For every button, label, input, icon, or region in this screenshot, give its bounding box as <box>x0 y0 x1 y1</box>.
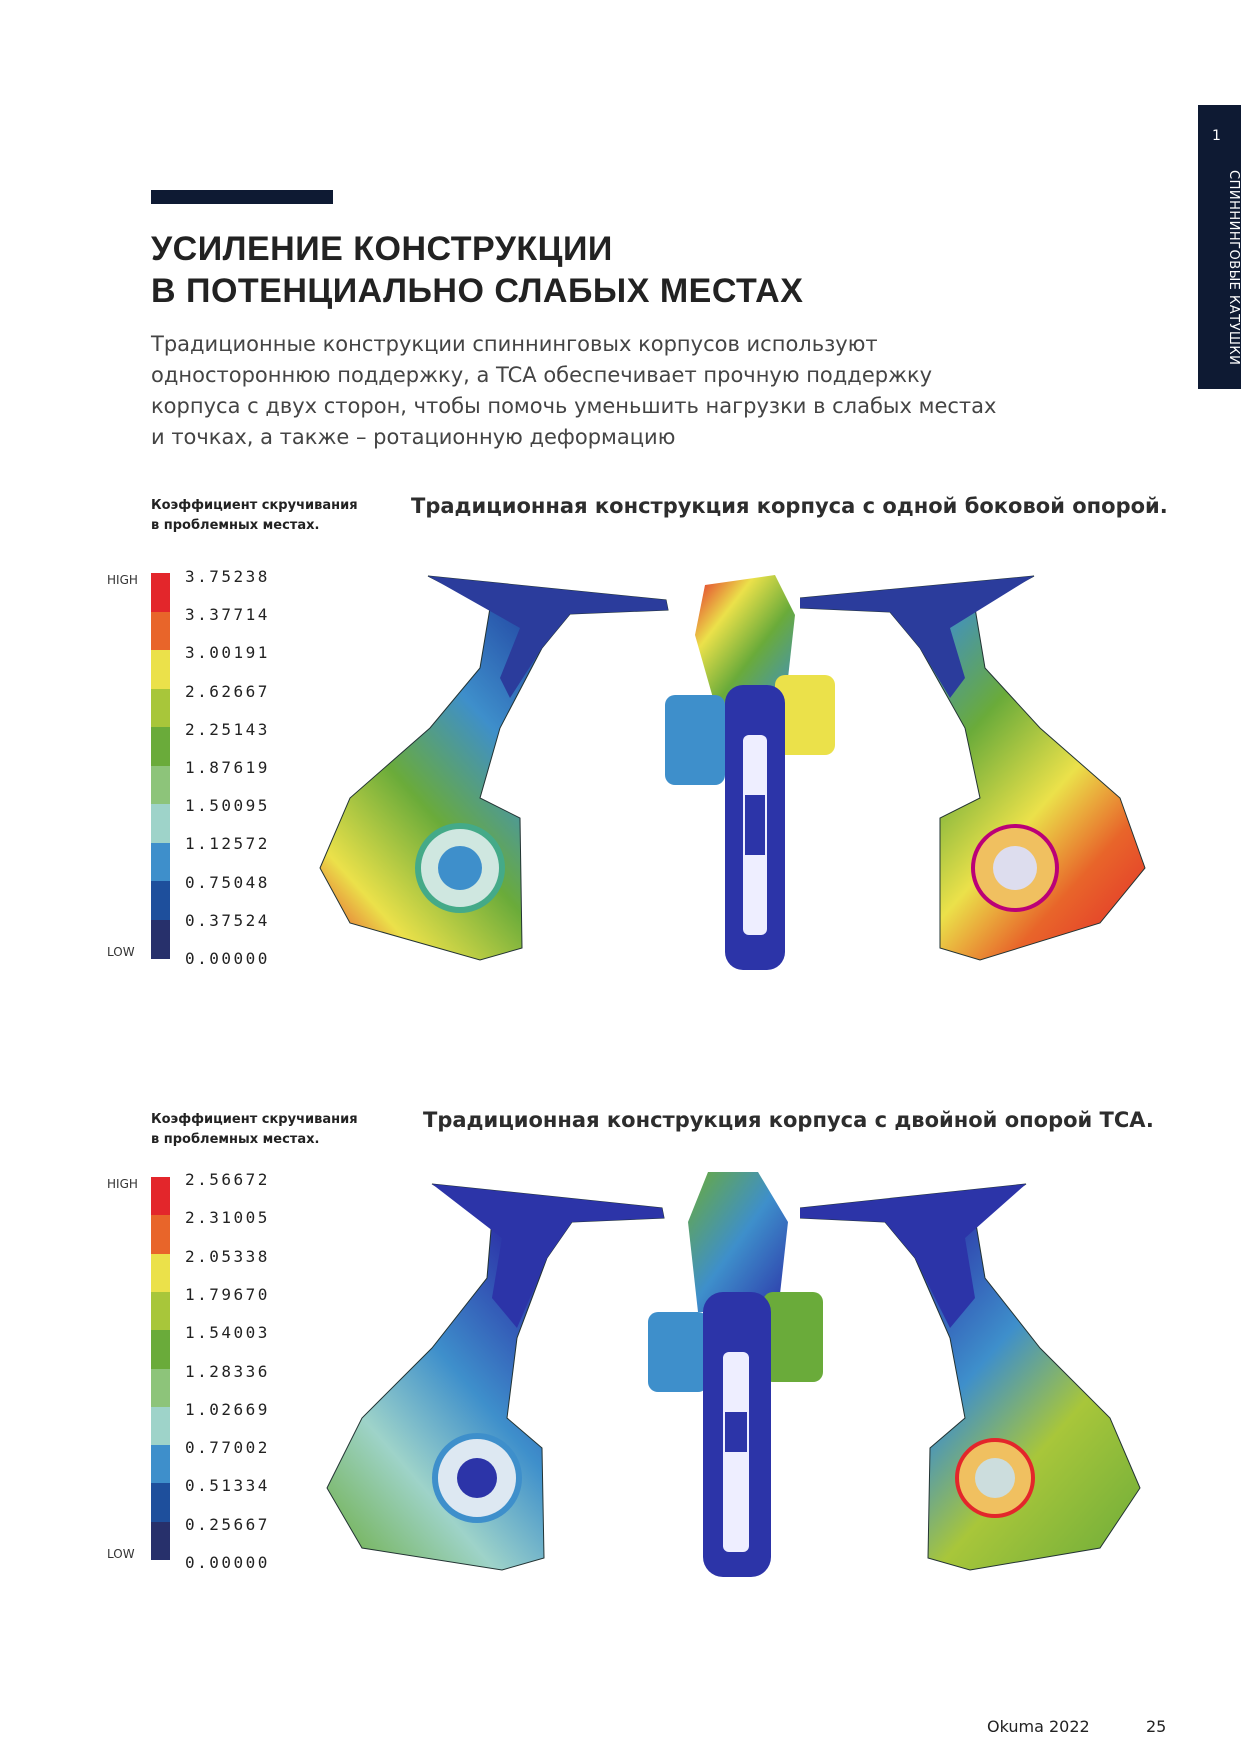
page-title <box>151 228 803 312</box>
page-title-line1: УСИЛЕНИЕ КОНСТРУКЦИИ <box>151 230 613 268</box>
scale-value: 1.87619 <box>185 758 270 777</box>
scale-value: 3.37714 <box>185 605 270 625</box>
color-scale-segment <box>151 843 170 882</box>
footer-brand: Okuma 2022 <box>987 1717 1090 1736</box>
color-scale-segment <box>151 1445 170 1484</box>
scale-low-label-1: LOW <box>107 945 135 959</box>
scale-value: 0.51334 <box>185 1476 270 1496</box>
scale-high-label-1: HIGH <box>107 573 138 587</box>
scale-value: 3.00191 <box>185 643 270 663</box>
scale-value: 2.62667 <box>185 681 270 701</box>
scale-value: 3.75238 <box>185 567 270 586</box>
intro-paragraph: Традиционные конструкции спиннинговых корпусов используют одностороннюю поддержку, а TCA обеспечивает прочную поддержку корпуса с двух сторон, чтобы помочь уменьшить нагрузки в слабых местах и точках, а также – ротационную деформацию <box>151 332 997 449</box>
color-scale-segment <box>151 1522 170 1561</box>
page-title-line2: В ПОТЕНЦИАЛЬНО СЛАБЫХ МЕСТАХ <box>151 272 804 310</box>
color-scale-segment <box>151 1330 170 1369</box>
scale-value: 0.75048 <box>185 872 270 892</box>
scale-value: 2.05338 <box>185 1246 270 1266</box>
color-scale-segment <box>151 920 170 959</box>
color-scale-segment <box>151 1254 170 1293</box>
scale-value: 1.02669 <box>185 1399 270 1419</box>
scale-value: 2.25143 <box>185 719 270 739</box>
scale-value: 0.77002 <box>185 1438 270 1458</box>
scale-value: 0.00000 <box>185 949 270 968</box>
legend-caption-1-line2: в проблемных местах. <box>151 518 320 533</box>
color-scale-segment <box>151 1292 170 1331</box>
color-scale-segment <box>151 1369 170 1408</box>
color-scale-segment <box>151 1407 170 1446</box>
scale-value: 1.54003 <box>185 1323 270 1343</box>
reel-body-left-view-2 <box>322 1178 672 1578</box>
reel-body-right-view-1 <box>800 568 1155 968</box>
color-scale-segment <box>151 727 170 766</box>
color-scale-segment <box>151 804 170 843</box>
scale-value: 2.31005 <box>185 1208 270 1228</box>
scale-high-label-2: HIGH <box>107 1177 138 1191</box>
color-scale-segment <box>151 573 170 612</box>
scale-value: 0.00000 <box>185 1553 270 1572</box>
page-number: 25 <box>1146 1717 1167 1736</box>
side-tab-number: 1 <box>1212 128 1221 144</box>
color-scale-segment <box>151 650 170 689</box>
legend-caption-2 <box>151 1110 358 1150</box>
scale-value: 1.79670 <box>185 1284 270 1304</box>
color-scale-2 <box>151 1177 170 1560</box>
color-scale-segment <box>151 612 170 651</box>
scale-value: 1.50095 <box>185 796 270 816</box>
scale-value: 0.25667 <box>185 1514 270 1534</box>
color-scale-segment <box>151 1177 170 1216</box>
color-scale-segment <box>151 689 170 728</box>
reel-body-right-view-2 <box>800 1178 1145 1578</box>
color-scale-segment <box>151 1483 170 1522</box>
legend-caption-1-line1: Коэффициент скручивания <box>151 498 358 513</box>
color-scale-1 <box>151 573 170 958</box>
color-scale-segment <box>151 766 170 805</box>
accent-bar <box>151 190 333 204</box>
reel-body-left-view-1 <box>310 568 670 968</box>
side-tab-label: СПИННИНГОВЫЕ КАТУШКИ <box>1226 170 1241 366</box>
section-caption-2: Традиционная конструкция корпуса с двойной опорой TCA. <box>423 1108 1154 1132</box>
scale-value: 1.12572 <box>185 834 270 854</box>
color-scale-segment <box>151 881 170 920</box>
legend-caption-2-line2: в проблемных местах. <box>151 1132 320 1147</box>
section-caption-1: Традиционная конструкция корпуса с одной боковой опорой. <box>411 494 1168 518</box>
color-scale-segment <box>151 1215 170 1254</box>
scale-value: 1.28336 <box>185 1361 270 1381</box>
legend-caption-2-line1: Коэффициент скручивания <box>151 1112 358 1127</box>
scale-value: 0.37524 <box>185 910 270 930</box>
scale-value: 2.56672 <box>185 1170 270 1189</box>
legend-caption-1 <box>151 496 358 536</box>
scale-low-label-2: LOW <box>107 1547 135 1561</box>
